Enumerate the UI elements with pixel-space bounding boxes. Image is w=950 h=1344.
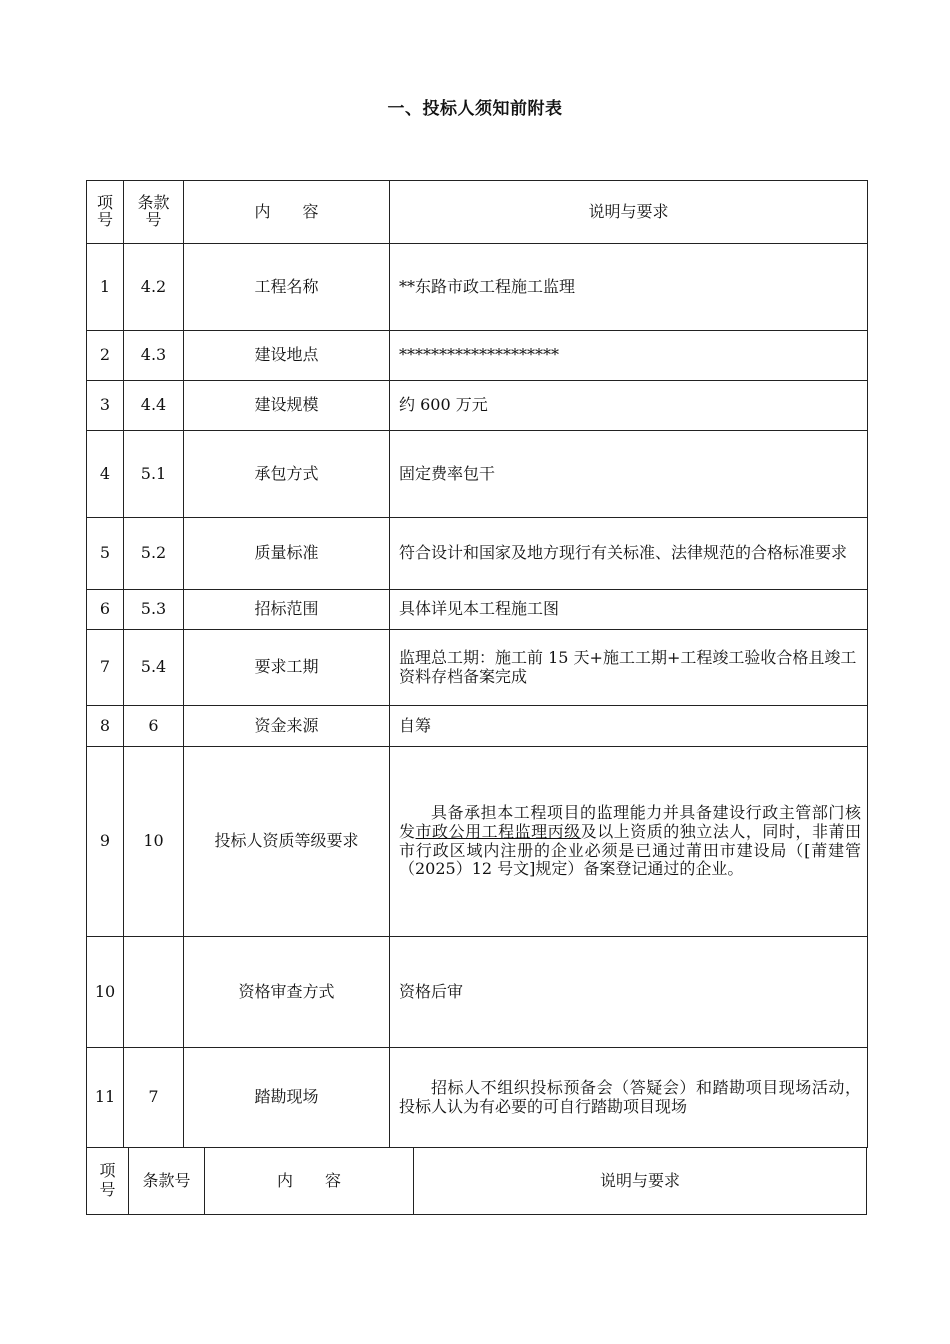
row-description: 资格后审: [390, 937, 868, 1048]
row-content: 质量标准: [184, 518, 390, 590]
row-number: 1: [87, 244, 124, 331]
row-clause: 10: [124, 747, 184, 937]
row-content: 投标人资质等级要求: [184, 747, 390, 937]
row-content: 要求工期: [184, 630, 390, 706]
row-clause: 5.4: [124, 630, 184, 706]
row-description: 监理总工期：施工前 15 天+施工工期+工程竣工验收合格且竣工资料存档备案完成: [390, 630, 868, 706]
row-description: 招标人不组织投标预备会（答疑会）和踏勘项目现场活动，投标人认为有必要的可自行踏勘项目现场: [390, 1048, 868, 1148]
header-item-number: [87, 181, 124, 244]
row-clause: 5.1: [124, 431, 184, 518]
table-row: [87, 381, 868, 431]
header-clause-number: [124, 181, 184, 244]
row-clause: 6: [124, 706, 184, 747]
row-content: 承包方式: [184, 431, 390, 518]
qualification-underlined-text: 市政公用工程监理丙级: [415, 821, 581, 841]
row-number: 8: [87, 706, 124, 747]
row-clause: 5.2: [124, 518, 184, 590]
table-row: [87, 1048, 868, 1148]
row-number: 2: [87, 331, 124, 381]
row-clause: 7: [124, 1048, 184, 1148]
header-content: 内 容: [184, 181, 390, 244]
table-row: [87, 706, 868, 747]
table-row: [87, 331, 868, 381]
table-row: [87, 244, 868, 331]
header-item-line2: 号: [96, 210, 113, 229]
row-clause: 4.2: [124, 244, 184, 331]
table-row: [87, 590, 868, 630]
row-content: 建设地点: [184, 331, 390, 381]
repeated-header-table: [86, 1147, 867, 1215]
table-row: [87, 747, 868, 937]
row-description: 固定费率包干: [390, 431, 868, 518]
bid-notice-table: [86, 180, 868, 1148]
row-description: 符合设计和国家及地方现行有关标准、法律规范的合格标准要求: [390, 518, 868, 590]
table-row: [87, 937, 868, 1048]
header-item-line1: 项: [96, 193, 113, 213]
row-number: 11: [87, 1048, 124, 1148]
row-number: 10: [87, 937, 124, 1048]
footer-item-line2: 号: [99, 1180, 116, 1199]
footer-item-number: [87, 1148, 129, 1215]
row-content: 工程名称: [184, 244, 390, 331]
row-number: 7: [87, 630, 124, 706]
row-number: 9: [87, 747, 124, 937]
row-content: 建设规模: [184, 381, 390, 431]
header-description: 说明与要求: [390, 181, 868, 244]
row-description: 具体详见本工程施工图: [390, 590, 868, 630]
row-clause: 4.3: [124, 331, 184, 381]
header-clause-line1: 条款: [137, 193, 170, 213]
table-row: [87, 518, 868, 590]
row-content: 资格审查方式: [184, 937, 390, 1048]
qualification-text-part1: 具备承担本工程项目的监理能力并具备建设行政主管部门核发: [399, 802, 861, 841]
page-title: 一、投标人须知前附表: [387, 99, 563, 119]
row-description: 约 600 万元: [390, 381, 868, 431]
table-header-row: [87, 181, 868, 244]
row-content: 资金来源: [184, 706, 390, 747]
footer-item-line1: 项: [99, 1161, 116, 1181]
row-clause: [124, 937, 184, 1048]
repeated-header-row: [87, 1148, 867, 1215]
row-description: ********************: [390, 331, 868, 381]
row-description: 自筹: [390, 706, 868, 747]
row-number: 6: [87, 590, 124, 630]
row-number: 3: [87, 381, 124, 431]
header-clause-line2: 号: [145, 210, 162, 229]
row-description: **东路市政工程施工监理: [390, 244, 868, 331]
qualification-text-part2: 及以上资质的独立法人，同时，非莆田市行政区域内注册的企业必须是已通过莆田市建设局（[莆建管（2025）12 号文]规定）备案登记通过的企业。: [399, 821, 861, 879]
row-clause: 5.3: [124, 590, 184, 630]
footer-description: 说明与要求: [414, 1148, 867, 1215]
table-row: [87, 431, 868, 518]
row-clause: 4.4: [124, 381, 184, 431]
footer-content: 内 容: [205, 1148, 414, 1215]
footer-clause-number: 条款号: [129, 1148, 205, 1215]
table-row: [87, 630, 868, 706]
row-number: 5: [87, 518, 124, 590]
row-content: 踏勘现场: [184, 1048, 390, 1148]
row-description: [390, 747, 868, 937]
row-content: 招标范围: [184, 590, 390, 630]
row-number: 4: [87, 431, 124, 518]
